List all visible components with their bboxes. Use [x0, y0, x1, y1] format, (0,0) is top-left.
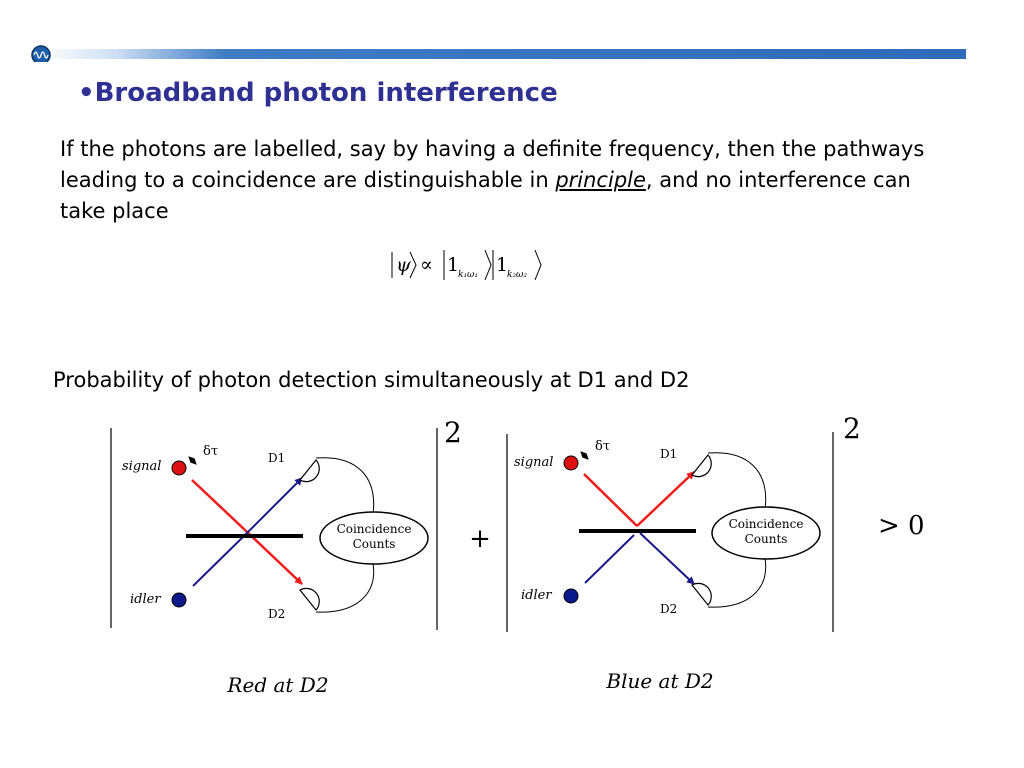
interference-diagram	[0, 400, 1024, 720]
wire-d2-right	[708, 558, 766, 607]
signal-source	[172, 461, 186, 475]
psi-symbol: ψ	[396, 254, 411, 276]
right-panel	[507, 412, 861, 693]
signal-path-out-d2	[245, 530, 302, 584]
photon-number-2: 1	[496, 254, 509, 276]
idler-label-right: idler	[521, 588, 552, 603]
waveform-logo-icon	[32, 46, 50, 62]
wire-d1	[316, 458, 374, 515]
idler-source-right	[564, 589, 578, 603]
mode-subscript-2: k₂ω₂	[507, 270, 528, 280]
signal-path-in-right	[584, 474, 637, 526]
detector-d2	[300, 588, 319, 610]
proportional-symbol: ∝	[420, 254, 433, 276]
header-bar	[30, 44, 966, 62]
coincidence-label-1-right: Coincidence	[728, 517, 804, 531]
idler-path-in-right	[585, 535, 634, 583]
left-panel	[111, 416, 462, 697]
idler-path-out-d2-right	[640, 533, 694, 584]
coincidence-label-2: Counts	[352, 537, 396, 551]
d2-label-right: D2	[660, 602, 678, 616]
wire-d2	[316, 563, 374, 612]
left-caption: Red at D2	[227, 673, 329, 697]
intro-text-before: If the photons are labelled, say by having a definite frequency, then the pathways leading to a coincidence are distinguishable in	[60, 137, 925, 192]
coincidence-label-2-right: Counts	[744, 532, 788, 546]
coincidence-label-1: Coincidence	[336, 522, 412, 536]
left-exponent: 2	[444, 416, 462, 449]
mode-subscript-1: k₁ω₁	[458, 270, 479, 280]
idler-path-in	[193, 535, 245, 586]
idler-label: idler	[130, 592, 161, 607]
photon-number-1: 1	[447, 254, 460, 276]
detector-d1-right	[692, 455, 711, 477]
probability-text: Probability of photon detection simultaneously at D1 and D2	[53, 368, 690, 392]
d1-label-right: D1	[660, 447, 678, 461]
detector-d1	[300, 460, 319, 482]
slide-title: •Broadband photon interference	[78, 78, 558, 108]
idler-path-out-d1	[245, 478, 302, 535]
signal-label-right: signal	[514, 455, 554, 470]
intro-text-after: , and no interference can take place	[60, 168, 911, 223]
right-exponent: 2	[843, 412, 861, 445]
delay-arrow	[189, 457, 196, 464]
right-caption: Blue at D2	[606, 669, 714, 693]
result-text: > 0	[878, 511, 925, 541]
signal-source-right	[564, 456, 578, 470]
d2-label: D2	[268, 607, 286, 621]
signal-path-in	[192, 480, 245, 530]
d1-label: D1	[268, 451, 286, 465]
delay-label: δτ	[203, 444, 219, 459]
detector-d2-right	[692, 583, 711, 605]
plus-sign: +	[469, 524, 491, 554]
state-equation	[380, 240, 560, 290]
intro-emphasis: principle	[555, 168, 646, 192]
signal-path-out-d1-right	[637, 472, 694, 526]
delay-label-right: δτ	[595, 439, 611, 454]
idler-source	[172, 593, 186, 607]
intro-paragraph	[60, 134, 960, 227]
delay-arrow-right	[581, 452, 588, 459]
signal-label: signal	[122, 459, 162, 474]
wire-d1-right	[708, 453, 766, 510]
